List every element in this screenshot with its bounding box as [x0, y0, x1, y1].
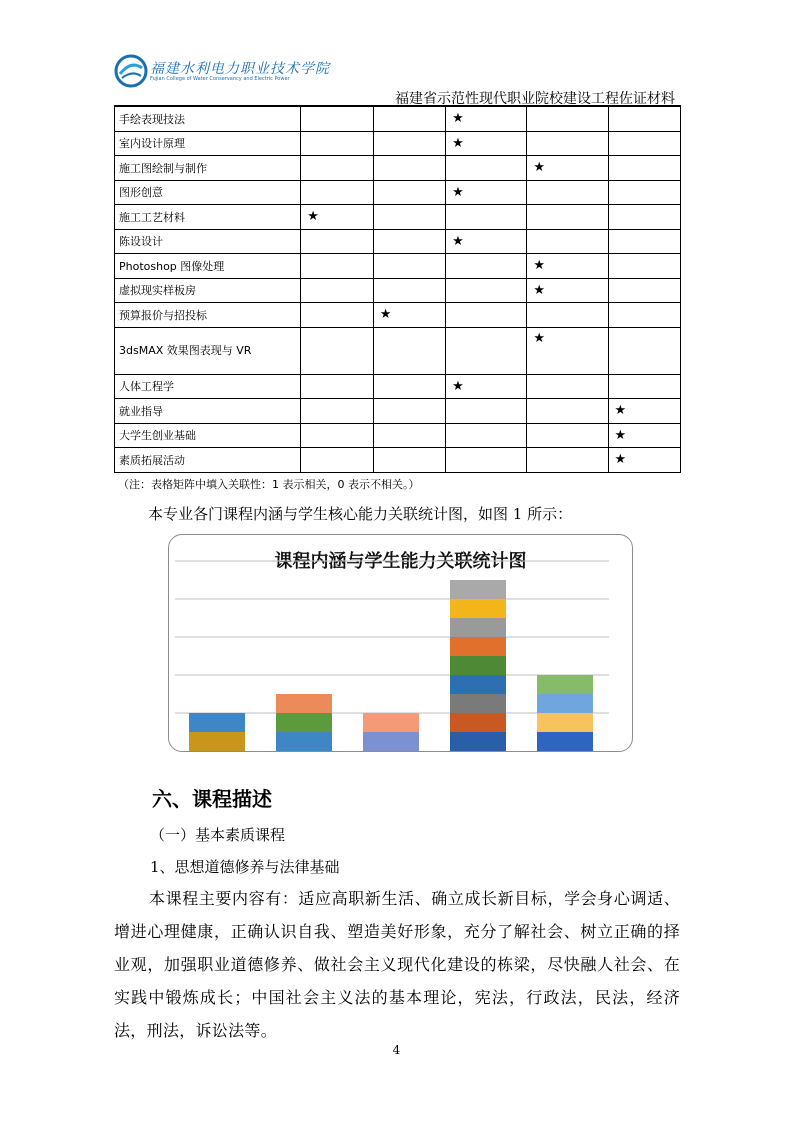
- course-ability-matrix: [114, 106, 681, 473]
- bar-segment: [276, 713, 332, 732]
- matrix-cell: [301, 131, 373, 156]
- star-icon: ★: [533, 282, 545, 298]
- bar-segment: [450, 580, 506, 599]
- course-name-cell: 预算报价与招投标: [115, 303, 301, 328]
- matrix-cell: [373, 278, 445, 303]
- matrix-cell: [608, 180, 681, 205]
- bar-segment: [450, 656, 506, 675]
- matrix-cell: [527, 229, 608, 254]
- matrix-cell: [608, 205, 681, 230]
- matrix-cell: [373, 448, 445, 473]
- section-heading: 六、课程描述: [152, 787, 272, 811]
- matrix-cell: [301, 229, 373, 254]
- matrix-cell: [301, 180, 373, 205]
- course-name-cell: Photoshop 图像处理: [115, 254, 301, 279]
- matrix-cell: [608, 254, 681, 279]
- matrix-cell: [301, 254, 373, 279]
- course-name-cell: 3dsMAX 效果图表现与 VR: [115, 327, 301, 374]
- page-number: 4: [392, 1043, 401, 1057]
- matrix-cell: [373, 254, 445, 279]
- matrix-cell: [373, 423, 445, 448]
- matrix-cell: [446, 278, 527, 303]
- bar-segment: [450, 618, 506, 637]
- course-name-cell: 手绘表现技法: [115, 107, 301, 132]
- matrix-cell: [446, 303, 527, 328]
- matrix-cell: [608, 229, 681, 254]
- table-row: [115, 303, 681, 328]
- star-icon: ★: [452, 378, 464, 394]
- matrix-cell: [301, 156, 373, 181]
- bar-segment: [276, 732, 332, 751]
- star-icon: ★: [379, 307, 392, 323]
- chart-title: 课程内涵与学生能力关联统计图: [274, 551, 527, 572]
- bar-segment: [537, 713, 593, 732]
- matrix-cell: [373, 205, 445, 230]
- matrix-cell: [301, 399, 373, 424]
- matrix-cell: [446, 131, 527, 156]
- star-icon: ★: [307, 209, 319, 225]
- matrix-cell: [527, 278, 608, 303]
- course-name-cell: 施工图绘制与制作: [115, 156, 301, 181]
- chart-container: [168, 534, 633, 752]
- star-icon: ★: [452, 233, 464, 249]
- matrix-cell: [527, 327, 608, 374]
- course-description: 本课程主要内容有：适应高职新生活、确立成长新目标，学会身心调适、增进心理健康，正确认识自我、塑造美好形象，充分了解社会、树立正确的择业观，加强职业道德修养、做社会主义现代化建设的栋梁，尽快融人社会、在实践中锻炼成长；中国社会主义法的基本理论，宪法，行政法，民法，经济法，刑法，诉讼法等。: [114, 889, 680, 1040]
- course-name-cell: 室内设计原理: [115, 131, 301, 156]
- bar-segment: [189, 732, 245, 751]
- logo-emblem-icon: [114, 54, 148, 88]
- matrix-cell: [301, 423, 373, 448]
- matrix-cell: [527, 374, 608, 399]
- bar-segment: [537, 732, 593, 751]
- matrix-cell: [527, 399, 608, 424]
- matrix-cell: [373, 131, 445, 156]
- bar-segment: [276, 694, 332, 713]
- table-row: [115, 423, 681, 448]
- matrix-cell: [301, 374, 373, 399]
- course-title: 1、思想道德修养与法律基础: [150, 858, 340, 876]
- table-row: [115, 254, 681, 279]
- bar-segment: [450, 732, 506, 751]
- course-name-cell: 人体工程学: [115, 374, 301, 399]
- matrix-cell: [527, 303, 608, 328]
- matrix-cell: [527, 131, 608, 156]
- table-row: [115, 180, 681, 205]
- course-name-cell: 大学生创业基础: [115, 423, 301, 448]
- star-icon: ★: [452, 184, 464, 200]
- matrix-cell: [373, 107, 445, 132]
- matrix-cell: [446, 399, 527, 424]
- bar-segment: [450, 694, 506, 713]
- matrix-cell: [446, 327, 527, 374]
- matrix-cell: [446, 107, 527, 132]
- course-name-cell: 施工工艺材料: [115, 205, 301, 230]
- matrix-cell: [527, 107, 608, 132]
- bar-segment: [450, 599, 506, 618]
- matrix-cell: [301, 448, 373, 473]
- table-row: [115, 131, 681, 156]
- matrix-cell: [373, 327, 445, 374]
- table-row: [115, 448, 681, 473]
- course-name-cell: 图形创意: [115, 180, 301, 205]
- star-icon: ★: [533, 330, 545, 346]
- matrix-cell: [373, 399, 445, 424]
- bar-segment: [189, 713, 245, 732]
- matrix-cell: [608, 131, 681, 156]
- matrix-cell: [527, 254, 608, 279]
- table-row: [115, 205, 681, 230]
- matrix-cell: [608, 448, 681, 473]
- star-icon: ★: [614, 452, 627, 468]
- bar-segment: [363, 732, 419, 751]
- matrix-cell: [608, 156, 681, 181]
- logo-subtext: Fujian College of Water Conservancy and Electric Power: [150, 76, 290, 82]
- matrix-cell: [527, 448, 608, 473]
- bar-segment: [450, 713, 506, 732]
- matrix-cell: [373, 374, 445, 399]
- bar-segment: [450, 675, 506, 694]
- star-icon: ★: [533, 160, 545, 176]
- subsection-heading: （一）基本素质课程: [150, 826, 286, 844]
- matrix-cell: [301, 278, 373, 303]
- course-name-cell: 陈设设计: [115, 229, 301, 254]
- matrix-cell: [373, 156, 445, 181]
- table-row: [115, 399, 681, 424]
- matrix-cell: [446, 423, 527, 448]
- stacked-bar-chart: [169, 535, 632, 751]
- bar-segment: [537, 675, 593, 694]
- star-icon: ★: [614, 403, 627, 419]
- matrix-cell: [527, 180, 608, 205]
- table-row: [115, 327, 681, 374]
- matrix-cell: [608, 278, 681, 303]
- matrix-cell: [446, 229, 527, 254]
- logo-text: 福建水利电力职业技术学院: [150, 61, 330, 77]
- matrix-cell: [608, 374, 681, 399]
- matrix-cell: [446, 448, 527, 473]
- matrix-cell: [608, 107, 681, 132]
- table-row: [115, 374, 681, 399]
- star-icon: ★: [533, 258, 545, 274]
- table-row: [115, 107, 681, 132]
- college-logo: [114, 52, 330, 96]
- matrix-cell: [301, 107, 373, 132]
- table-row: [115, 229, 681, 254]
- matrix-cell: [301, 205, 373, 230]
- bar-segment: [363, 713, 419, 732]
- matrix-cell: [373, 303, 445, 328]
- course-name-cell: 虚拟现实样板房: [115, 278, 301, 303]
- matrix-cell: [608, 423, 681, 448]
- header-title: 福建省示范性现代职业院校建设工程佐证材料: [395, 91, 675, 107]
- star-icon: ★: [452, 135, 464, 151]
- bar-segment: [537, 694, 593, 713]
- course-name-cell: 就业指导: [115, 399, 301, 424]
- matrix-cell: [446, 205, 527, 230]
- matrix-cell: [446, 374, 527, 399]
- bar-segment: [450, 637, 506, 656]
- matrix-cell: [608, 303, 681, 328]
- table-row: [115, 278, 681, 303]
- matrix-cell: [446, 254, 527, 279]
- matrix-cell: [301, 327, 373, 374]
- table-row: [115, 156, 681, 181]
- star-icon: ★: [452, 111, 464, 127]
- matrix-cell: [446, 156, 527, 181]
- table-note: （注：表格矩阵中填入关联性：1 表示相关，0 表示不相关。）: [118, 478, 420, 491]
- matrix-cell: [373, 229, 445, 254]
- matrix-cell: [373, 180, 445, 205]
- matrix-cell: [527, 156, 608, 181]
- matrix-cell: [301, 303, 373, 328]
- matrix-cell: [446, 180, 527, 205]
- course-name-cell: 素质拓展活动: [115, 448, 301, 473]
- matrix-cell: [608, 327, 681, 374]
- matrix-cell: [527, 205, 608, 230]
- matrix-cell: [527, 423, 608, 448]
- star-icon: ★: [614, 427, 627, 443]
- matrix-cell: [608, 399, 681, 424]
- chart-intro: 本专业各门课程内涵与学生核心能力关联统计图，如图 1 所示：: [148, 505, 573, 523]
